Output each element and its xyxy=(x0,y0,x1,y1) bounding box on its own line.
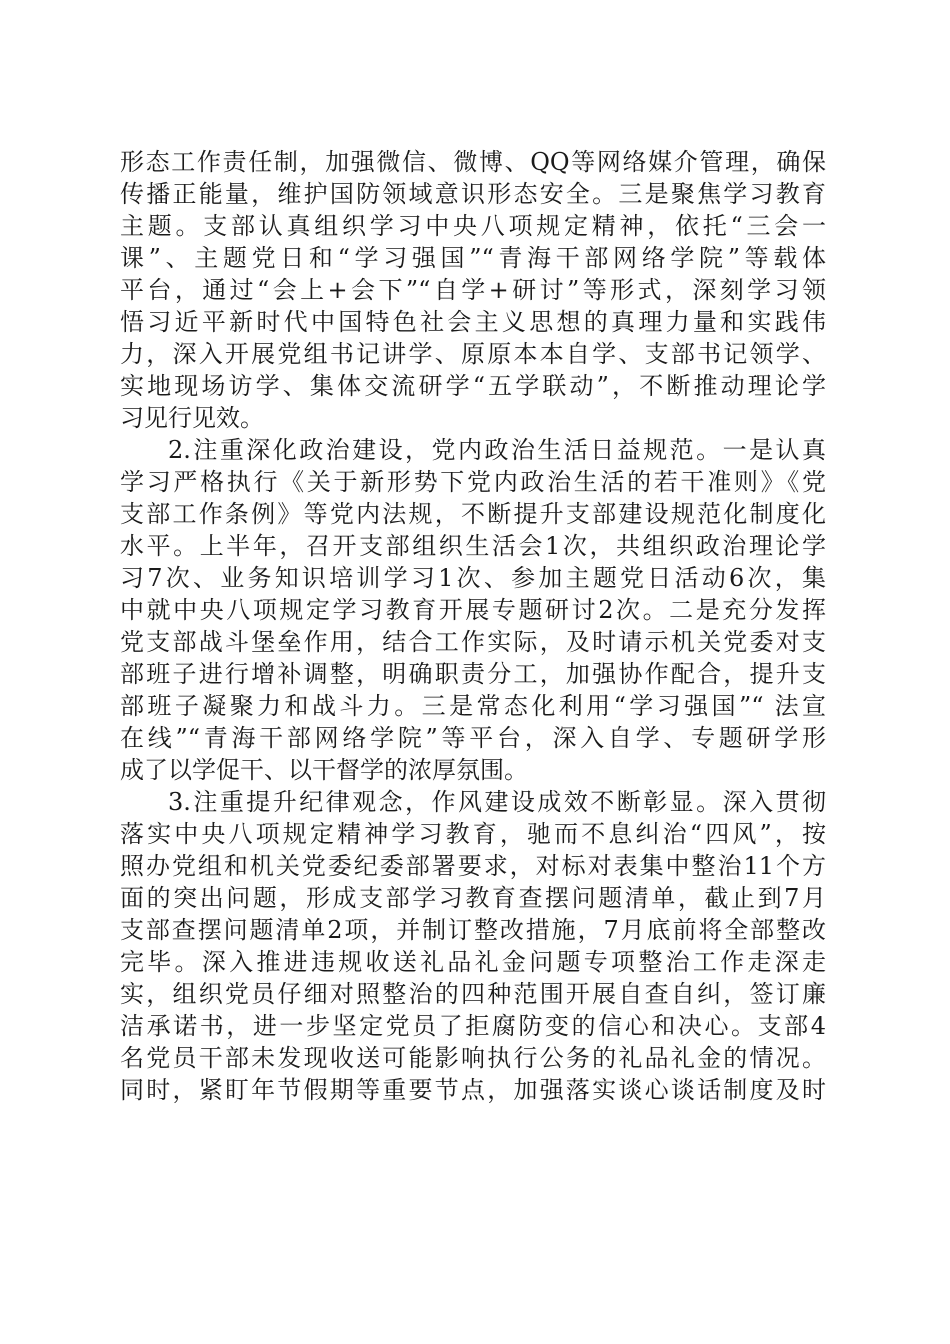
text-line: 洁承诺书，进一步坚定党员了拒腐防变的信心和决心。支部4 xyxy=(120,1012,826,1040)
text-line: 课”、主题党日和“学习强国”“青海干部网络学院”等载体 xyxy=(120,244,826,272)
text-line: 中就中央八项规定学习教育开展专题研讨2次。二是充分发挥 xyxy=(120,596,826,624)
text-line: 习7次、业务知识培训学习1次、参加主题党日活动6次，集 xyxy=(120,564,826,592)
text-line: 习见行见效。 xyxy=(120,404,264,432)
text-line: 党支部战斗堡垒作用，结合工作实际，及时请示机关党委对支 xyxy=(120,628,826,656)
paragraph-heading-line: 3.注重提升纪律观念，作风建设成效不断彰显。深入贯彻 xyxy=(168,788,826,816)
text-line: 支部查摆问题清单2项，并制订整改措施，7月底前将全部整改 xyxy=(120,916,826,944)
paragraph-heading-line: 2.注重深化政治建设，党内政治生活日益规范。一是认真 xyxy=(168,436,826,464)
text-line: 学习严格执行《关于新形势下党内政治生活的若干准则》《党 xyxy=(120,468,826,496)
text-line: 部班子进行增补调整，明确职责分工，加强协作配合，提升支 xyxy=(120,660,826,688)
text-line: 实，组织党员仔细对照整治的四种范围开展自查自纠，签订廉 xyxy=(120,980,826,1008)
text-line: 支部工作条例》等党内法规，不断提升支部建设规范化制度化 xyxy=(120,500,826,528)
text-line: 在线”“青海干部网络学院”等平台，深入自学、专题研学形 xyxy=(120,724,826,752)
text-line: 落实中央八项规定精神学习教育，驰而不息纠治“四风”，按 xyxy=(120,820,826,848)
text-line: 平台，通过“会上+会下”“自学+研讨”等形式，深刻学习领 xyxy=(120,276,826,304)
text-line: 同时，紧盯年节假期等重要节点，加强落实谈心谈话制度及时 xyxy=(120,1076,826,1104)
document-body xyxy=(120,146,826,1106)
text-line: 面的突出问题，形成支部学习教育查摆问题清单，截止到7月 xyxy=(120,884,826,912)
text-line: 完毕。深入推进违规收送礼品礼金问题专项整治工作走深走 xyxy=(120,948,826,976)
text-line: 主题。支部认真组织学习中央八项规定精神，依托“三会一 xyxy=(120,212,826,240)
text-line: 实地现场访学、集体交流研学“五学联动”，不断推动理论学 xyxy=(120,372,826,400)
text-line: 水平。上半年，召开支部组织生活会1次，共组织政治理论学 xyxy=(120,532,826,560)
text-line: 形态工作责任制，加强微信、微博、QQ等网络媒介管理，确保 xyxy=(120,148,826,176)
text-line: 力，深入开展党组书记讲学、原原本本自学、支部书记领学、 xyxy=(120,340,826,368)
text-line: 照办党组和机关党委纪委部署要求，对标对表集中整治11个方 xyxy=(120,852,826,880)
text-line: 成了以学促干、以干督学的浓厚氛围。 xyxy=(120,756,528,784)
text-line: 悟习近平新时代中国特色社会主义思想的真理力量和实践伟 xyxy=(120,308,826,336)
text-line: 名党员干部未发现收送可能影响执行公务的礼品礼金的情况。 xyxy=(120,1044,826,1072)
text-line: 部班子凝聚力和战斗力。三是常态化利用“学习强国”“ 法宣 xyxy=(120,692,826,720)
text-line: 传播正能量，维护国防领域意识形态安全。三是聚焦学习教育 xyxy=(120,180,826,208)
